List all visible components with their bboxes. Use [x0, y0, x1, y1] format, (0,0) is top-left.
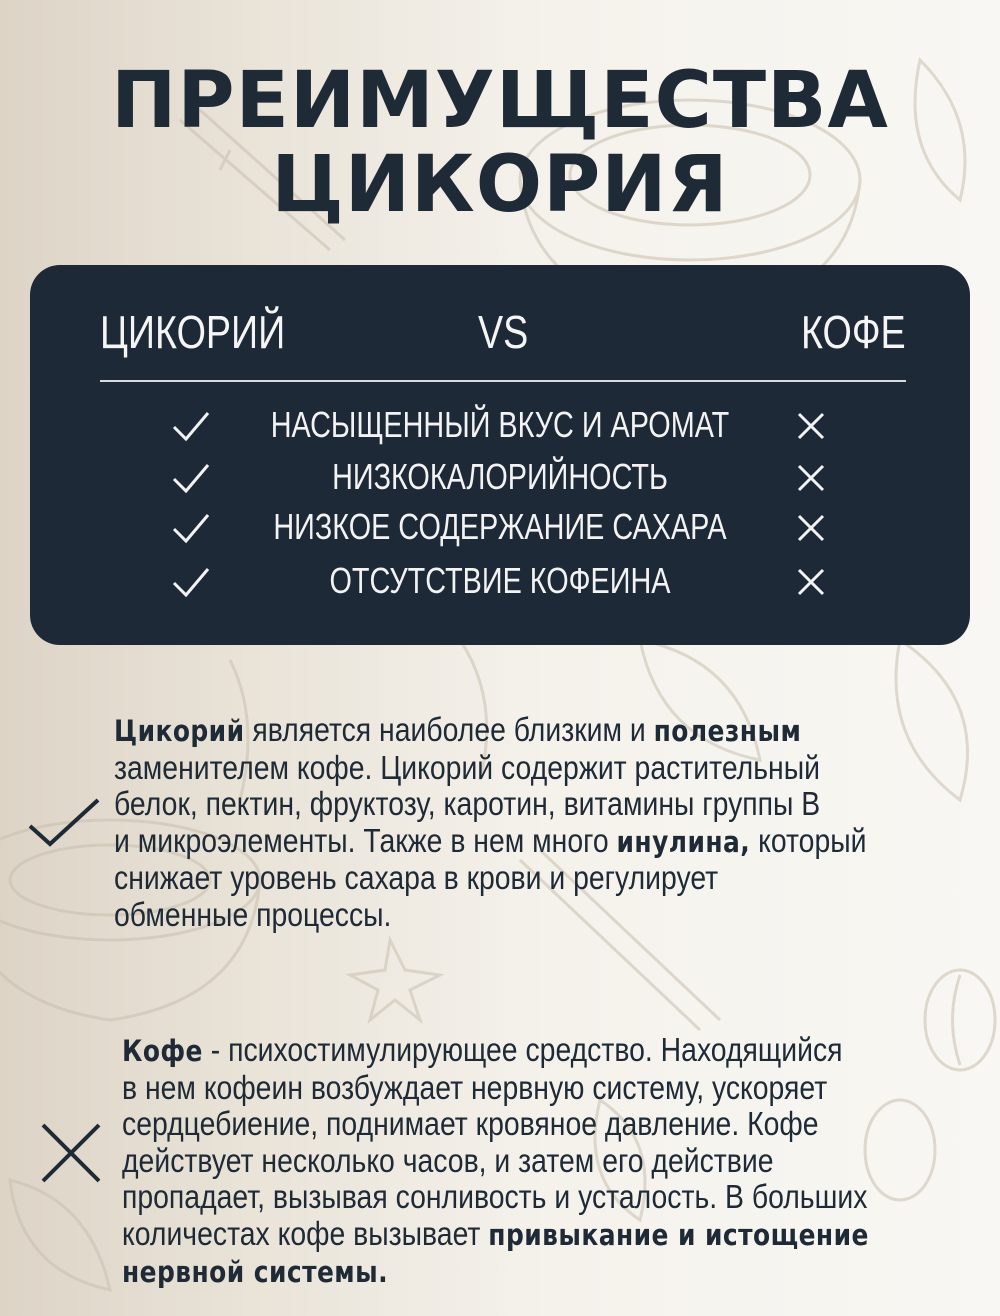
coffee-line	[122, 1253, 869, 1291]
coffee-line	[122, 1216, 869, 1254]
comparison-row	[30, 403, 970, 453]
chicory-line: заменителем кофе. Цикорий содержит растительный	[114, 748, 820, 786]
coffee-bold-term: Кофе	[122, 1034, 203, 1068]
comparison-row	[30, 455, 970, 505]
coffee-line	[122, 1032, 869, 1070]
chicory-line: обменные процессы.	[114, 895, 392, 933]
check-icon	[172, 409, 210, 443]
cross-icon	[796, 567, 826, 597]
chicory-description	[114, 712, 867, 933]
page-title-line2: ЦИКОРИЯ	[271, 140, 729, 230]
coffee-bold-term: нервной системы.	[122, 1255, 389, 1289]
coffee-text: количестах кофе вызывает	[122, 1214, 489, 1252]
comparison-row-label: ОТСУТСТВИЕ КОФЕИНА	[329, 560, 671, 601]
coffee-line: в нем кофеин возбуждает нервную систему, ускоряет	[122, 1068, 828, 1106]
coffee-description	[122, 1032, 869, 1291]
check-icon	[172, 461, 210, 495]
chicory-bold-term: полезным	[653, 714, 802, 748]
check-icon	[28, 798, 100, 848]
comparison-row-label: НИЗКОЕ СОДЕРЖАНИЕ САХАРА	[273, 506, 727, 547]
comparison-row-label: НАСЫЩЕННЫЙ ВКУС И АРОМАТ	[270, 404, 730, 445]
coffee-line: пропадает, вызывая сонливость и усталость. В больших	[122, 1178, 868, 1215]
chicory-bold-term: Цикорий	[114, 714, 245, 748]
chicory-line	[114, 712, 867, 750]
chicory-bold-term: инулина,	[616, 824, 751, 859]
chicory-header: ЦИКОРИЙ	[100, 306, 286, 358]
coffee-line: действует несколько часов, и затем его действие	[122, 1141, 774, 1179]
cross-icon	[796, 463, 826, 493]
chicory-line: снижает уровень сахара в крови и регулирует	[114, 859, 719, 896]
coffee-header: КОФЕ	[801, 306, 906, 358]
comparison-panel	[30, 265, 970, 645]
cross-icon	[40, 1122, 102, 1184]
header-divider	[100, 380, 906, 382]
chicory-text: является наиболее близким и	[244, 711, 654, 748]
cross-icon	[796, 411, 826, 441]
coffee-bold-term: привыкание и истощение	[488, 1217, 869, 1252]
coffee-text: - психостимулирующее средство. Находящийся	[202, 1031, 843, 1068]
check-icon	[172, 565, 210, 599]
chicory-text: который	[750, 821, 867, 859]
chicory-text: и микроэлементы. Также в нем много	[114, 821, 617, 859]
comparison-row	[30, 505, 970, 555]
page-title-line1: ПРЕИМУЩЕСТВА	[111, 56, 889, 146]
chicory-line: белок, пектин, фруктозу, каротин, витамины группы В	[114, 785, 821, 822]
check-icon	[172, 511, 210, 545]
coffee-line: сердцебиение, поднимает кровяное давление. Кофе	[122, 1105, 819, 1142]
chicory-line	[114, 823, 867, 861]
cross-icon	[796, 513, 826, 543]
vs-header: VS	[478, 306, 529, 358]
comparison-row	[30, 559, 970, 609]
comparison-row-label: НИЗКОКАЛОРИЙНОСТЬ	[332, 456, 668, 497]
